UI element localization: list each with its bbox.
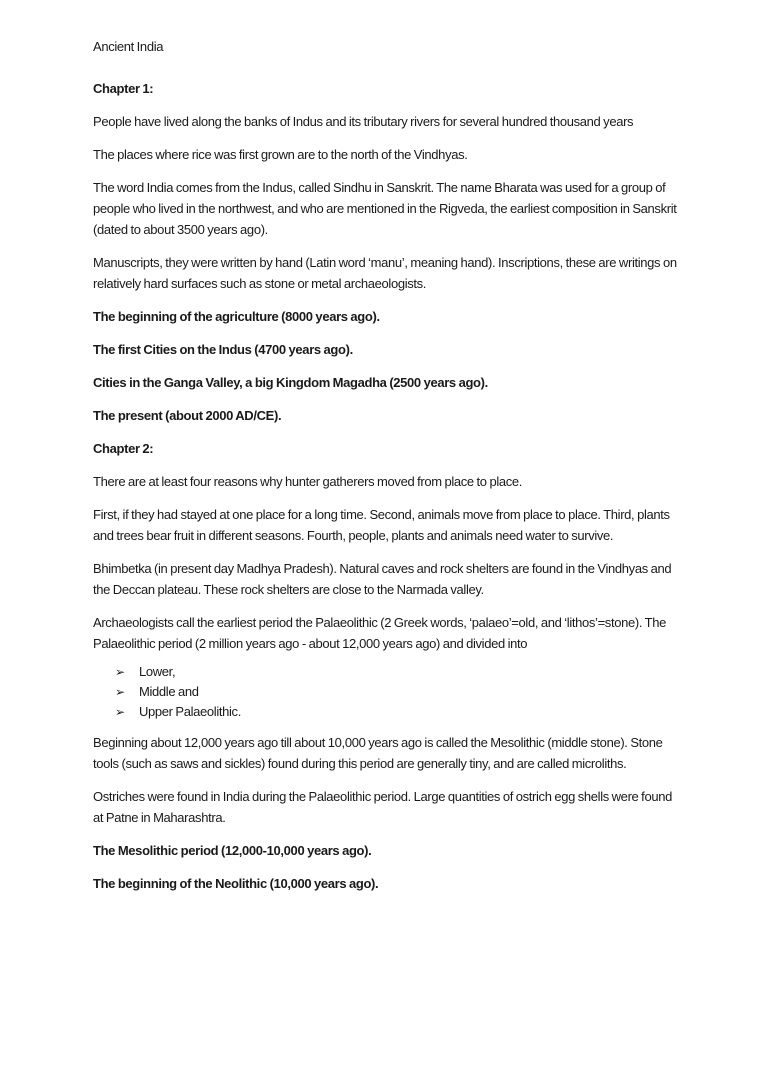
paragraph-hunter-gatherers: There are at least four reasons why hunter gatherers moved from place to place. [93, 474, 523, 489]
paragraph-mesolithic: Beginning about 12,000 years ago till about 10,000 years ago is called the Mesolithic (middle stone). Stone tools (such as saws and sickles) found during this period are generally tiny, and are called microliths. [93, 735, 663, 771]
heading-mesolithic-period: The Mesolithic period (12,000-10,000 years ago). [93, 843, 372, 858]
list-item: ➢ Upper Palaeolithic. [115, 702, 683, 722]
heading-first-cities: The first Cities on the Indus (4700 years ago). [93, 342, 353, 357]
paragraph-manuscripts: Manuscripts, they were written by hand (Latin word ‘manu’, meaning hand). Inscriptions, these are writings on relatively hard surfaces such as stone or metal archaeologists. [93, 255, 677, 291]
list-item: ➢ Lower, [115, 662, 683, 682]
heading-agriculture: The beginning of the agriculture (8000 years ago). [93, 309, 380, 324]
arrow-bullet-icon: ➢ [115, 665, 125, 679]
paragraph-indus-rivers: People have lived along the banks of Indus and its tributary rivers for several hundred thousand years [93, 114, 634, 129]
chapter-2-heading: Chapter 2: [93, 441, 154, 456]
heading-neolithic: The beginning of the Neolithic (10,000 years ago). [93, 876, 379, 891]
heading-ganga-valley: Cities in the Ganga Valley, a big Kingdom Magadha (2500 years ago). [93, 375, 488, 390]
paragraph-four-reasons: First, if they had stayed at one place for a long time. Second, animals move from place to place. Third, plants and trees bear fruit in different seasons. Fourth, people, plants and animals need water to survive. [93, 507, 670, 543]
heading-present: The present (about 2000 AD/CE). [93, 408, 282, 423]
chapter-1-heading: Chapter 1: [93, 81, 154, 96]
arrow-bullet-icon: ➢ [115, 705, 125, 719]
arrow-bullet-icon: ➢ [115, 685, 125, 699]
palaeolithic-list [93, 662, 683, 722]
paragraph-ostriches: Ostriches were found in India during the Palaeolithic period. Large quantities of ostrich egg shells were found at Patne in Maharashtra. [93, 789, 672, 825]
paragraph-bhimbetka: Bhimbetka (in present day Madhya Pradesh). Natural caves and rock shelters are found in the Vindhyas and the Deccan plateau. These rock shelters are close to the Narmada valley. [93, 561, 672, 597]
document-header: Ancient India [93, 39, 164, 54]
paragraph-india-name: The word India comes from the Indus, called Sindhu in Sanskrit. The name Bharata was used for a group of people who lived in the northwest, and who are mentioned in the Rigveda, the earliest composition in Sanskrit (dated to about 3500 years ago). [93, 180, 677, 237]
document-page [93, 36, 683, 906]
paragraph-palaeolithic: Archaeologists call the earliest period the Palaeolithic (2 Greek words, ‘palaeo’=old, and ‘lithos’=stone). The Palaeolithic period (2 million years ago - about 12,000 years ago) and divided into [93, 615, 666, 651]
paragraph-rice: The places where rice was first grown are to the north of the Vindhyas. [93, 147, 468, 162]
list-item: ➢ Middle and [115, 682, 683, 702]
